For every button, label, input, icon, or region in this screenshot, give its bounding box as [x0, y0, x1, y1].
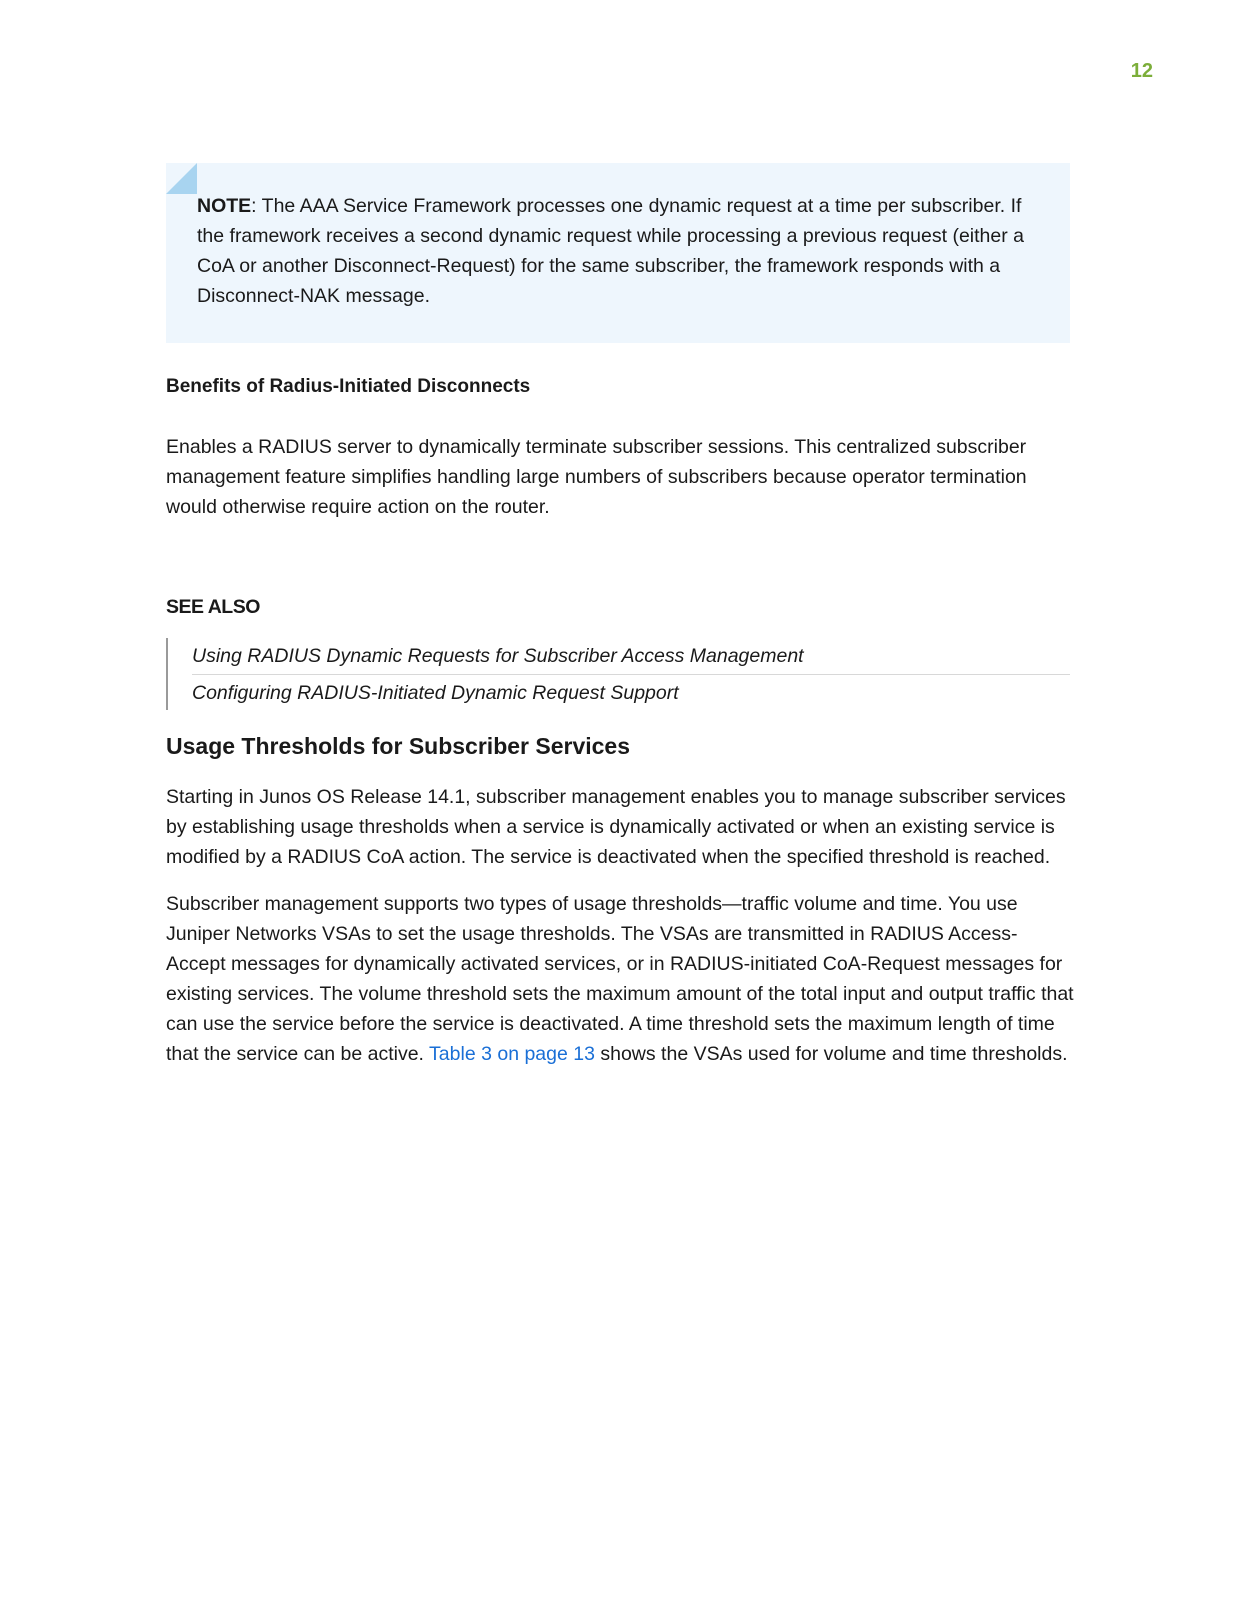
- table-3-link[interactable]: Table 3 on page 13: [429, 1043, 595, 1065]
- usage-paragraph-2-tail: shows the VSAs used for volume and time thresholds.: [594, 1043, 1068, 1065]
- note-corner-icon: [166, 163, 197, 194]
- note-box: [166, 163, 1070, 343]
- benefits-heading: Benefits of Radius-Initiated Disconnects: [166, 376, 531, 397]
- note-text: [197, 191, 1030, 311]
- see-also-title: SEE ALSO: [166, 596, 260, 618]
- usage-paragraph-2: [166, 889, 1076, 1069]
- benefits-paragraph: Enables a RADIUS server to dynamically terminate subscriber sessions. This centralized subscriber management feature simplifies handling large numbers of subscribers because operator termination would otherwise require action on the router.: [166, 436, 1027, 518]
- note-label: NOTE: [197, 195, 252, 217]
- see-also-link-configuring-support[interactable]: Configuring RADIUS-Initiated Dynamic Request Support: [192, 682, 679, 704]
- page-number: 12: [1130, 60, 1153, 82]
- usage-paragraph-1: Starting in Junos OS Release 14.1, subscriber management enables you to manage subscriber services by establishing usage thresholds when a service is dynamically activated or when an existing service is modified by a RADIUS CoA action. The service is deactivated when the specified threshold is reached.: [166, 786, 1066, 868]
- usage-thresholds-heading: Usage Thresholds for Subscriber Services: [166, 733, 631, 759]
- see-also-link-dynamic-requests[interactable]: Using RADIUS Dynamic Requests for Subscriber Access Management: [192, 638, 1070, 675]
- note-body: : The AAA Service Framework processes one dynamic request at a time per subscriber. If the framework receives a second dynamic request while processing a previous request (either a CoA or another Disconnect-Request) for the same subscriber, the framework responds with a Disconnect-NAK message.: [197, 195, 1024, 307]
- see-also-list: [166, 638, 1070, 710]
- usage-paragraph-2-text: Subscriber management supports two types of usage thresholds—traffic volume and time. You use Juniper Networks VSAs to set the usage thresholds. The VSAs are transmitted in RADIUS Access-Accept messages for dynamically activated services, or in RADIUS-initiated CoA-Request messages for existing services. The volume threshold sets the maximum amount of the total input and output traffic that can use the service before the service is deactivated. A time threshold sets the maximum length of time that the service can be active.: [166, 893, 1074, 1065]
